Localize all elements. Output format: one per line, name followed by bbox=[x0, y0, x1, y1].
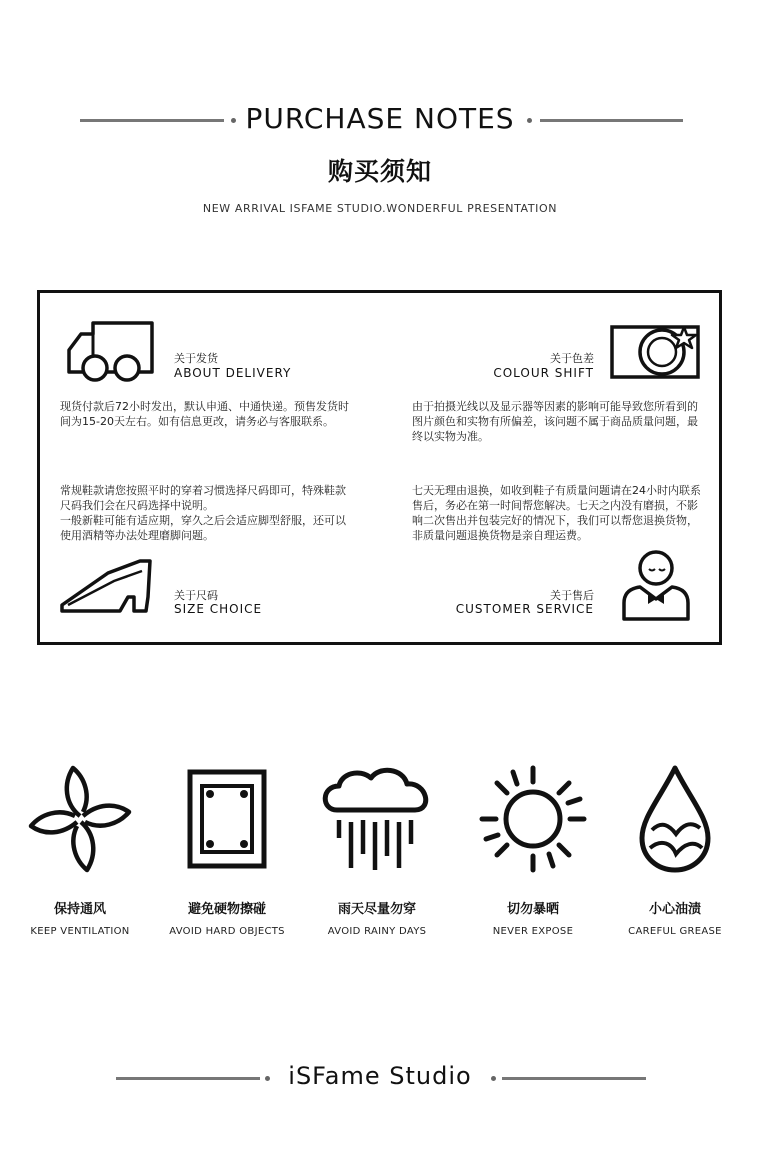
care-cn-hard-objects: 避免硬物擦碰 bbox=[187, 902, 266, 917]
page-subtitle: NEW ARRIVAL ISFAME STUDIO.WONDERFUL PRESENTATION bbox=[202, 202, 558, 215]
service-person-icon bbox=[620, 549, 692, 621]
colour-text-body: 由于拍摄光线以及显示器等因素的影响可能导致您所看到的图片颜色和实物有所偏差，该问题不属于商品质量问题，最终以实物为准。 bbox=[412, 400, 698, 443]
service-label-cn: 关于售后 bbox=[550, 589, 594, 602]
colour-text bbox=[412, 399, 702, 444]
care-en-never-expose: NEVER EXPOSE bbox=[492, 926, 574, 937]
delivery-truck-icon bbox=[57, 320, 155, 384]
page-title-cn: 购买须知 bbox=[327, 157, 432, 186]
size-text bbox=[60, 483, 350, 543]
care-item-never-expose bbox=[458, 764, 608, 937]
delivery-text bbox=[60, 399, 350, 429]
delivery-text-body: 现货付款后72小时发出，默认申通、中通快递。预售发货时间为15-20天左右。如有信息更改，请务必与客服联系。 bbox=[60, 400, 349, 428]
header-right-dot bbox=[527, 118, 532, 123]
care-cn-grease: 小心油渍 bbox=[648, 902, 701, 917]
oil-drop-icon bbox=[620, 764, 730, 874]
delivery-label-cn: 关于发货 bbox=[174, 352, 218, 365]
high-heel-shoe-icon bbox=[58, 557, 154, 615]
colour-label-en: COLOUR SHIFT bbox=[493, 366, 594, 380]
size-label-cn: 关于尺码 bbox=[174, 589, 218, 602]
care-item-ventilation bbox=[5, 764, 155, 937]
size-label-en: SIZE CHOICE bbox=[174, 602, 263, 616]
page-title: PURCHASE NOTES bbox=[245, 102, 515, 135]
size-text-body-1: 常规鞋款请您按照平时的穿着习惯选择尺码即可，特殊鞋款尺码我们会在尺码选择中说明。 bbox=[60, 484, 346, 512]
camera-icon bbox=[610, 323, 702, 383]
care-cn-never-expose: 切勿暴晒 bbox=[506, 902, 559, 917]
fan-icon bbox=[25, 764, 135, 874]
rain-cloud-icon bbox=[317, 764, 437, 874]
service-text-body: 七天无理由退换，如收到鞋子有质量问题请在24小时内联系售后，务必在第一时间帮您解决。七天之内没有磨损，不影响二次售出并包装完好的情况下，我们可以帮您退换货物，非质量问题退换货物是亲自理运费。 bbox=[412, 484, 701, 542]
service-label-en: CUSTOMER SERVICE bbox=[455, 602, 594, 616]
care-cn-rainy-days: 雨天尽量勿穿 bbox=[337, 902, 416, 917]
care-en-hard-objects: AVOID HARD OBJECTS bbox=[169, 926, 285, 937]
colour-label-cn: 关于色差 bbox=[550, 352, 594, 365]
care-en-rainy-days: AVOID RAINY DAYS bbox=[327, 926, 427, 937]
delivery-label-en: ABOUT DELIVERY bbox=[174, 366, 292, 380]
sun-icon bbox=[478, 764, 588, 874]
header-right-rule bbox=[540, 119, 683, 122]
service-text bbox=[412, 483, 702, 543]
care-en-ventilation: KEEP VENTILATION bbox=[30, 926, 130, 937]
frame-icon bbox=[172, 764, 282, 874]
notes-box bbox=[37, 290, 722, 645]
footer-right-dot bbox=[491, 1076, 496, 1081]
footer-right-rule bbox=[502, 1077, 646, 1080]
care-item-grease bbox=[600, 764, 750, 937]
footer-brand: iSFame Studio bbox=[288, 1062, 472, 1090]
care-cn-ventilation: 保持通风 bbox=[53, 902, 106, 917]
care-en-grease: CAREFUL GREASE bbox=[628, 926, 722, 937]
care-item-rainy-days bbox=[302, 764, 452, 937]
size-text-body-2: 一般新鞋可能有适应期，穿久之后会适应脚型舒服，还可以使用酒精等办法处理磨脚问题。 bbox=[60, 514, 346, 542]
care-item-hard-objects bbox=[152, 764, 302, 937]
